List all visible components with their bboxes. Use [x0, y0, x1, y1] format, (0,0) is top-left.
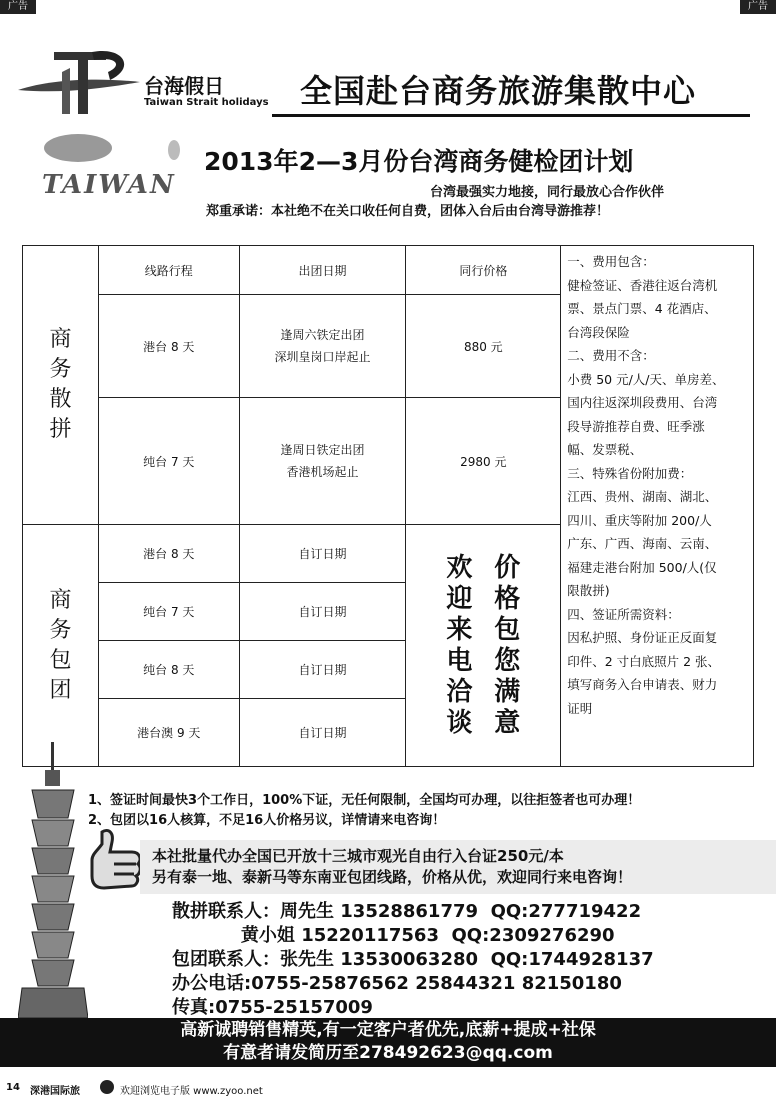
- table-row: 纯台 8 天 自订日期: [23, 641, 754, 699]
- taiwan-wordmark-text: TAIWAN: [42, 170, 176, 200]
- logo-en: Taiwan Strait holidays: [144, 97, 269, 108]
- group-label-sanpin: 商 务 散 拼: [23, 246, 99, 525]
- page-number: 14: [6, 1082, 20, 1093]
- footer-text: 欢迎浏览电子版 www.zyoo.net: [120, 1086, 263, 1097]
- bullet-2: 2、包团以16人核算，不足16人价格另议，详情请来电咨询！: [88, 813, 446, 828]
- thumbs-up-icon: [84, 826, 144, 896]
- recruit-bar: 高新诚聘销售精英,有一定客户者优先,底薪+提成+社保 有意者请发简历至278492623@qq.com: [0, 1018, 776, 1067]
- notes-cell: 一、费用包含： 健检签证、香港往返台湾机 票、景点门票、4 花酒店、 台湾段保险 二、费用不含： 小费 50 元/人/天、单房差、 国内往返深圳段费用、台湾 段导游推荐自费、旺季涨 幅、发票税、 三、特殊省份附加费： 江西、贵州、湖南、湖北、 四川、重庆等附加 200/人 广东、广西、海南、云南、 福建走港台附加 500/人(仅 限散拼) 四、签证所需资料： 因私护照、身份证正反面复 印件、2 寸白底照片 2 张、 填写商务入台申请表、财力 证明: [561, 246, 754, 767]
- plan-slogan: 台湾最强实力地接，同行最放心合作伙伴: [430, 185, 665, 200]
- corner-tab-right: 广告: [740, 0, 776, 14]
- contact-line: 包团联系人：张先生 13530063280 QQ:1744928137: [172, 949, 654, 970]
- banner-line-1: 本社批量代办全国已开放十三城市观光自由行入台证250元/本: [152, 847, 564, 865]
- header-underline: [272, 114, 750, 117]
- schedule-table: [22, 245, 754, 767]
- table-row: 纯台 7 天 自订日期: [23, 583, 754, 641]
- plan-title: 2013年2—3月份台湾商务健检团计划: [204, 147, 634, 176]
- magazine-name: 深港国际旅: [30, 1086, 80, 1097]
- table-row: 港台 8 天 逢周六铁定出团 深圳皇岗口岸起止 880 元: [23, 295, 754, 398]
- contact-line: 办公电话:0755-25876562 25844321 82150180: [172, 973, 622, 994]
- contacts: [172, 900, 654, 1020]
- header-title: 全国赴台商务旅游集散中心: [300, 72, 697, 110]
- contact-line: 散拼联系人：周先生 13528861779 QQ:277719422: [172, 901, 642, 922]
- banner-line-2: 另有泰一地、泰新马等东南亚包团线路，价格从优，欢迎同行来电咨询！: [152, 868, 633, 886]
- header-price: 同行价格: [406, 246, 561, 295]
- table-row: 纯台 7 天 逢周日铁定出团 香港机场起止 2980 元: [23, 398, 754, 525]
- taipei101-illustration: [18, 742, 88, 1018]
- contact-line: 传真:0755-25157009: [172, 997, 373, 1018]
- bullet-1: 1、签证时间最快3个工作日，100%下证，无任何限制，全国均可办理，以往拒签者也可办理！: [88, 793, 641, 808]
- plan-promise: 郑重承诺：本社绝不在关口收任何自费，团体入台后由台湾导游推荐！: [206, 204, 610, 219]
- table-row: 港台澳 9 天 自订日期: [23, 699, 754, 767]
- logo-cn: 台海假日: [144, 74, 224, 98]
- logo-emblem: [14, 38, 144, 118]
- magazine-logo-icon: [100, 1080, 114, 1094]
- taiwan-wordmark: [40, 126, 190, 206]
- corner-tab-left: 广告: [0, 0, 36, 14]
- header-date: 出团日期: [239, 246, 406, 295]
- group-label-baotuan: 商 务 包 团: [23, 525, 99, 767]
- contact-line: 黄小姐 15220117563 QQ:2309276290: [172, 925, 615, 946]
- table-row: 商 务 包 团 港台 8 天 自订日期 欢 迎 来 电 洽 谈 价 格 包 您 满 意: [23, 525, 754, 583]
- header-route: 线路行程: [98, 246, 239, 295]
- welcome-cell: 欢 迎 来 电 洽 谈 价 格 包 您 满 意: [406, 525, 561, 767]
